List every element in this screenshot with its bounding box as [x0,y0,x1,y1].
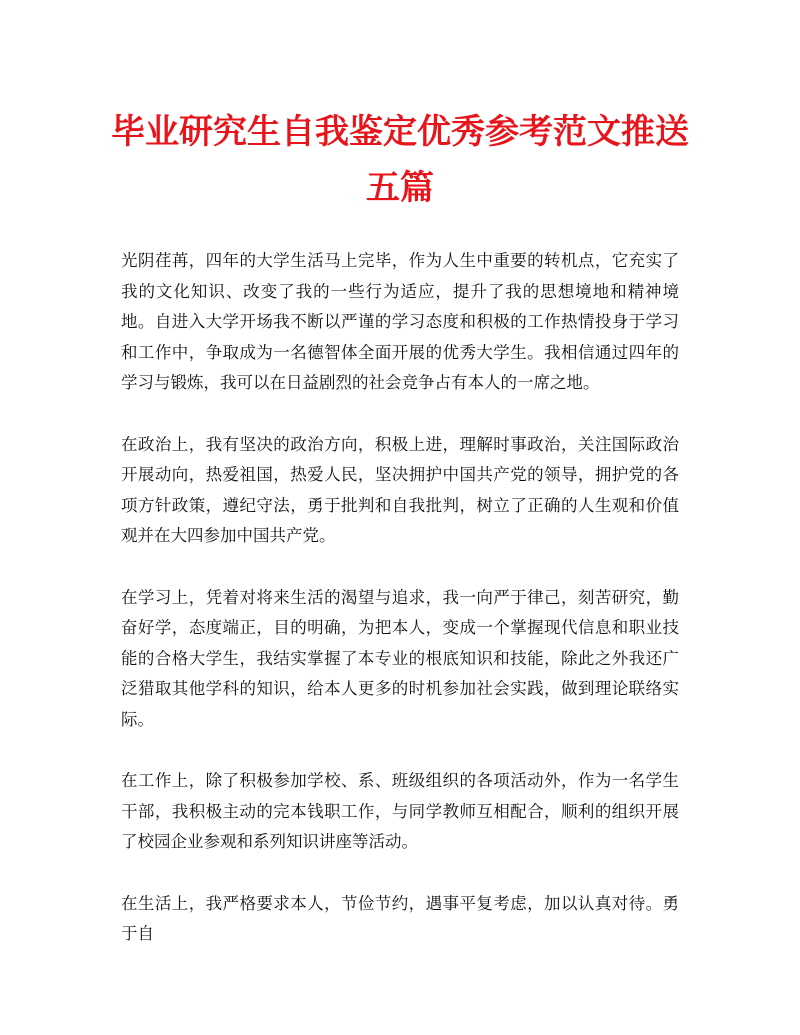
document-body [121,246,679,981]
paragraph-study: 在学习上，凭着对将来生活的渴望与追求，我一向严于律己，刻苦研究，勤奋好学，态度端正，目的明确，为把本人，变成一个掌握现代信息和职业技能的合格大学生，我结实掌握了本专业的根底知识和技能，除此之外我还广泛猎取其他学科的知识，给本人更多的时机参加社会实践，做到理论联络实际。 [121,587,679,729]
paragraph-intro: 光阴荏苒，四年的大学生活马上完毕，作为人生中重要的转机点，它充实了我的文化知识、改变了我的一些行为适应，提升了我的思想境地和精神境地。自进入大学开场我不断以严谨的学习态度和积极的工作热情投身于学习和工作中，争取成为一名德智体全面开展的优秀大学生。我相信通过四年的学习与锻炼，我可以在日益剧烈的社会竞争占有本人的一席之地。 [121,251,679,392]
paragraph-politics: 在政治上，我有坚决的政治方向，积极上进，理解时事政治，关注国际政治开展动向，热爱祖国，热爱人民，坚决拥护中国共产党的领导，拥护党的各项方针政策，遵纪守法，勇于批判和自我批判，树立了正确的人生观和价值观并在大四参加中国共产党。 [121,434,679,545]
document-title: 毕业研究生自我鉴定优秀参考范文推送五篇 [111,112,689,208]
paragraph-work: 在工作上，除了积极参加学校、系、班级组织的各项活动外，作为一名学生干部，我积极主动的完本钱职工作，与同学教师互相配合，顺利的组织开展了校园企业参观和系列知识讲座等活动。 [121,771,679,851]
paragraph-life: 在生活上，我严格要求本人，节俭节约，遇事平复考虑，加以认真对待。勇于自 [121,893,679,943]
